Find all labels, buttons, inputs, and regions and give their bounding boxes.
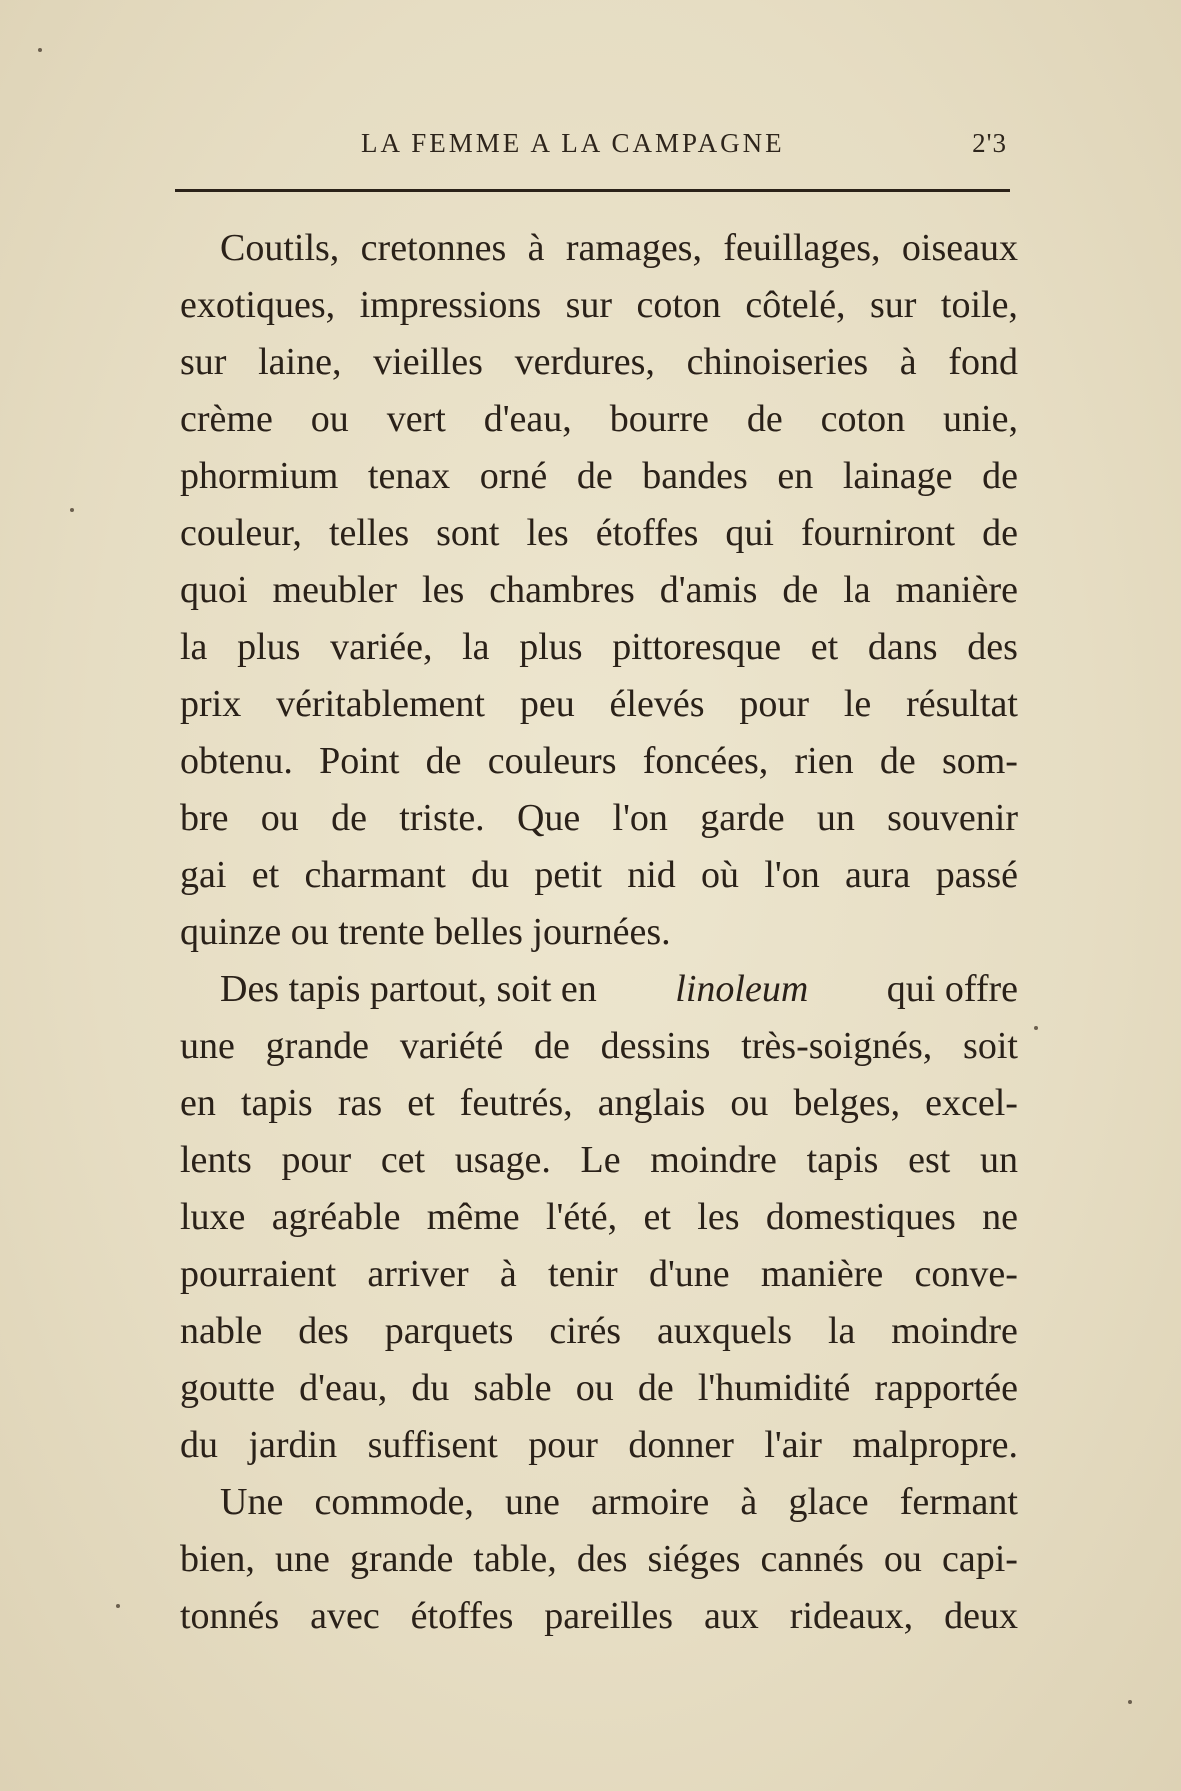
text-line: du jardin suffisent pour donner l'air malpropre. bbox=[180, 1424, 1018, 1466]
running-title: LA FEMME A LA CAMPAGNE bbox=[361, 128, 785, 158]
paper-speck bbox=[1128, 1700, 1132, 1704]
text-line: en tapis ras et feutrés, anglais ou belges, excel- bbox=[180, 1082, 1018, 1124]
text-line: bien, une grande table, des siéges cannés ou capi- bbox=[180, 1538, 1018, 1580]
text-line: quinze ou trente belles journées. bbox=[180, 911, 671, 953]
text-line: pourraient arriver à tenir d'une manière conve- bbox=[180, 1253, 1018, 1295]
text-line: tonnés avec étoffes pareilles aux rideaux, deux bbox=[180, 1595, 1018, 1637]
text-line: nable des parquets cirés auxquels la moindre bbox=[180, 1310, 1018, 1352]
page-number: 2'3 bbox=[972, 128, 1007, 158]
body-text bbox=[180, 220, 1018, 1645]
text-line-with-italic bbox=[180, 961, 1018, 1018]
text-line: bre ou de triste. Que l'on garde un souvenir bbox=[180, 797, 1018, 839]
text-line: crème ou vert d'eau, bourre de coton unie, bbox=[180, 398, 1018, 440]
header-rule bbox=[175, 189, 1010, 192]
text-line: quoi meubler les chambres d'amis de la manière bbox=[180, 569, 1018, 611]
text-line: Une commode, une armoire à glace fermant bbox=[220, 1481, 1018, 1523]
text-line: couleur, telles sont les étoffes qui fourniront de bbox=[180, 512, 1018, 554]
paper-speck bbox=[70, 508, 74, 512]
text-line: une grande variété de dessins très-soignés, soit bbox=[180, 1025, 1018, 1067]
text-line: prix véritablement peu élevés pour le résultat bbox=[180, 683, 1018, 725]
paper-speck bbox=[1034, 1026, 1038, 1030]
text-segment: Des tapis partout, soit en bbox=[220, 968, 597, 1010]
paper-speck bbox=[116, 1604, 120, 1608]
text-line: Coutils, cretonnes à ramages, feuillages, oiseaux bbox=[220, 227, 1018, 269]
text-line: phormium tenax orné de bandes en lainage de bbox=[180, 455, 1018, 497]
text-line: obtenu. Point de couleurs foncées, rien de som- bbox=[180, 740, 1018, 782]
text-line: la plus variée, la plus pittoresque et dans des bbox=[180, 626, 1018, 668]
paper-speck bbox=[38, 48, 42, 52]
text-line: gai et charmant du petit nid où l'on aura passé bbox=[180, 854, 1018, 896]
text-line: sur laine, vieilles verdures, chinoiseries à fond bbox=[180, 341, 1018, 383]
text-line: goutte d'eau, du sable ou de l'humidité rapportée bbox=[180, 1367, 1018, 1409]
text-line: exotiques, impressions sur coton côtelé, sur toile, bbox=[180, 284, 1018, 326]
text-line: lents pour cet usage. Le moindre tapis est un bbox=[180, 1139, 1018, 1181]
text-line: luxe agréable même l'été, et les domestiques ne bbox=[180, 1196, 1018, 1238]
text-segment: qui offre bbox=[886, 968, 1018, 1010]
running-head bbox=[175, 128, 1015, 164]
italic-term: linoleum bbox=[675, 968, 809, 1010]
